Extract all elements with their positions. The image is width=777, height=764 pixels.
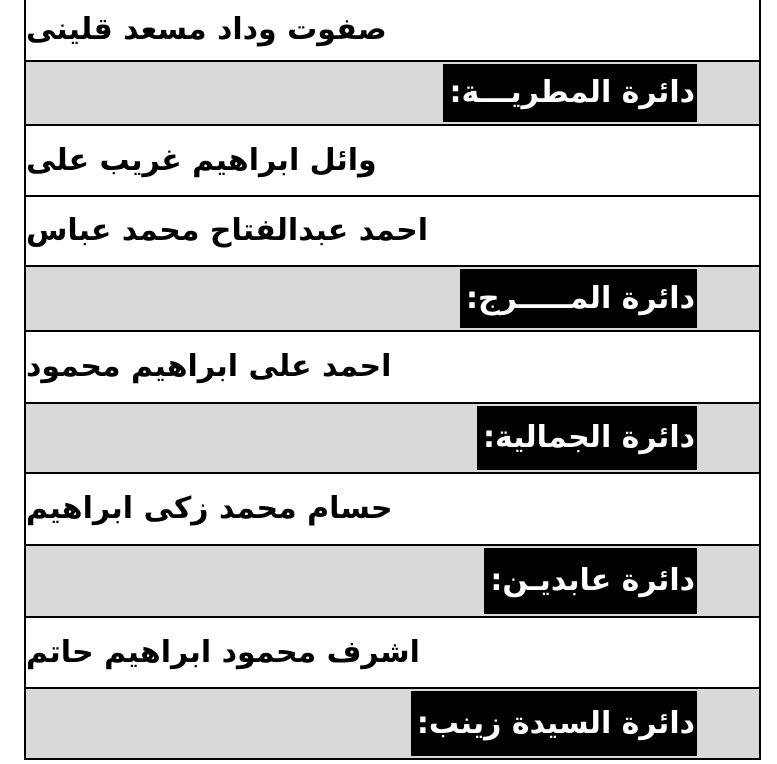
candidate-name: وائل ابراهيم غريب على [26,142,377,178]
name-row [26,474,759,546]
name-row [26,126,759,197]
district-label: دائرة السيدة زينب: [411,691,697,756]
district-header-row [26,62,759,126]
name-row [26,332,759,404]
name-row [26,197,759,267]
district-label: دائرة المطريـــة: [443,64,697,122]
district-header-row [26,689,759,760]
name-row [26,618,759,689]
name-row [26,0,759,62]
candidate-name: احمد عبدالفتاح محمد عباس [26,213,429,248]
district-header-row [26,404,759,474]
constituency-table [24,0,761,760]
candidate-name: صفوت وداد مسعد قلينى [26,12,387,47]
district-label: دائرة عابديـن: [484,548,697,614]
candidate-name: حسام محمد زكى ابراهيم [26,491,393,526]
candidate-name: اشرف محمود ابراهيم حاتم [26,634,420,670]
district-label: دائرة الجمالية: [477,406,697,470]
district-header-row [26,546,759,618]
district-header-row [26,267,759,332]
candidate-name: احمد على ابراهيم محمود [26,349,392,384]
district-label: دائرة المـــــرج: [460,269,697,328]
